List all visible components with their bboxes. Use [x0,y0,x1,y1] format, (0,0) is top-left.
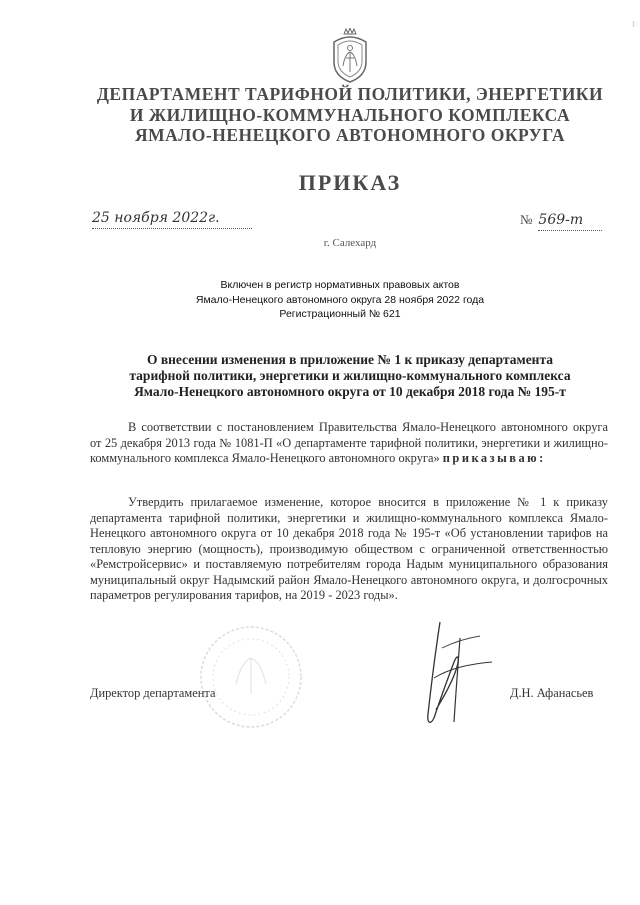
signatory-position: Директор департамента [90,686,216,700]
department-title-line: ЯМАЛО-НЕНЕЦКОГО АВТОНОМНОГО ОКРУГА [134,125,566,145]
preamble-paragraph [90,420,608,467]
signatory-name: Д.Н. Афанасьев [510,686,594,700]
scan-edge-mark: ‖ [629,20,638,29]
order-number-value: 569-т [538,212,584,228]
registration-number: Регистрационный № 621 [279,308,401,320]
coat-of-arms-icon [328,28,372,84]
order-date [92,210,220,227]
order-subject-line: Ямало-Ненецкого автономного округа от 10 декабря 2018 года № 195-т [134,384,566,399]
number-underline [538,230,602,231]
order-number [520,212,583,229]
preamble-text: В соответствии с постановлением Правительства Ямало-Ненецкого автономного округа от 25 декабря 2013 года № 1081-П «О департаменте тарифной политики, энергетики и жилищно-коммунального комплекса Ямало-Ненецкого автономного округа» [90,420,608,465]
registration-line: Ямало-Ненецкого автономного округа 28 ноября 2022 года [195,293,485,306]
department-title-line: И ЖИЛИЩНО-КОММУНАЛЬНОГО КОМПЛЕКСА [129,104,571,125]
registration-line: Включен в регистр нормативных правовых актов [220,279,460,291]
seal-stamp [196,622,306,732]
handwritten-signature [410,618,500,728]
order-subject [90,352,610,400]
operative-paragraph: Утвердить прилагаемое изменение, которое вносится в приложение № 1 к приказу департамента тарифной политики, энергетики и жилищно-коммунального комплекса Ямало-Ненецкого автономного округа от 10 декабря 2018 года № 195-т «Об установлении тарифов на тепловую энергию (мощность), производимую обществом с ограниченной ответственностью «Ремстройсервис» и поставляемую потребителям города Надым муниципального образования муниципальный округ Надымский район Ямало-Ненецкого автономного округа, и долгосрочных параметров регулирования тарифов, на 2019 - 2023 годы». [90,495,608,602]
order-subject-line: тарифной политики, энергетики и жилищно-коммунального комплекса [129,368,571,383]
order-title: ПРИКАЗ [298,170,402,195]
registration-stamp [120,278,560,322]
department-title-line: ДЕПАРТАМЕНТ ТАРИФНОЙ ПОЛИТИКИ, ЭНЕРГЕТИКИ [96,84,604,104]
order-city: г. Салехард [323,237,377,249]
date-underline [92,228,252,229]
order-number-prefix: № [520,212,533,227]
order-command: приказываю: [442,451,546,465]
order-date-value: 25 ноября 2022г. [92,210,220,226]
order-subject-line: О внесении изменения в приложение № 1 к приказу департамента [146,352,554,367]
department-title [70,84,630,146]
